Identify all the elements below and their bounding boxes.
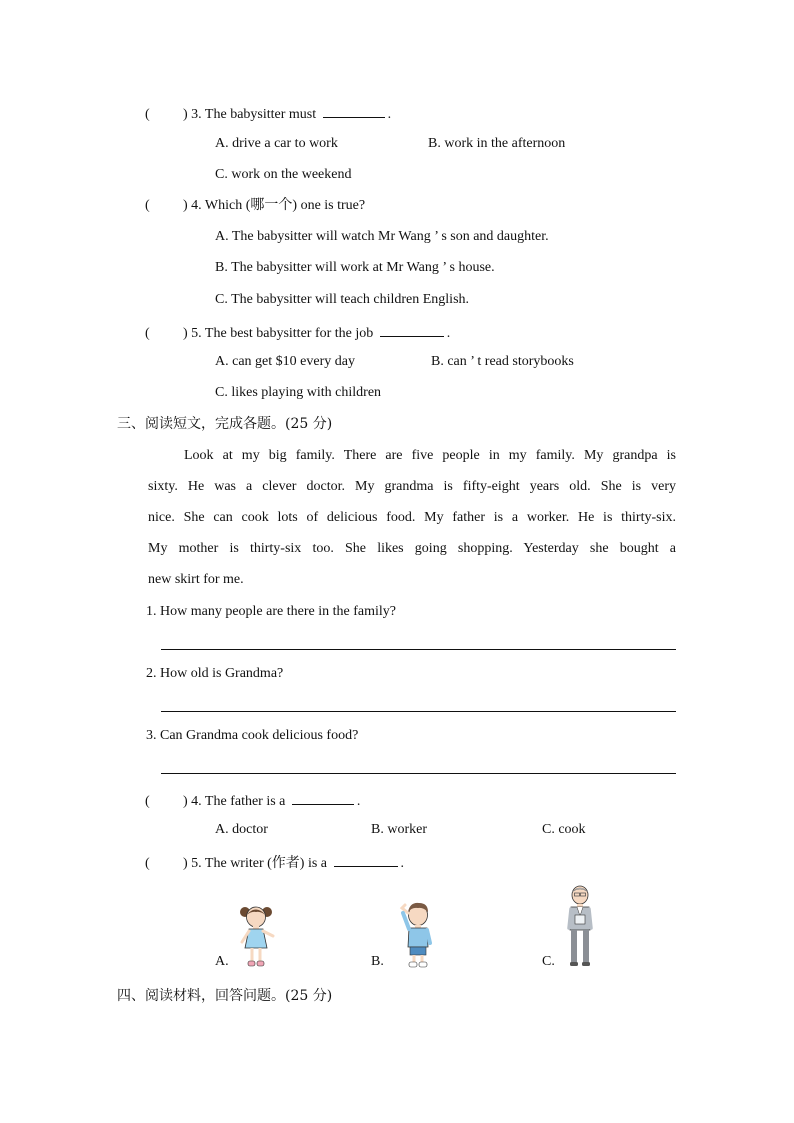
answer-bracket-open[interactable]: ( — [145, 326, 150, 341]
option-c: C. work on the weekend — [215, 167, 352, 182]
picture-option-c-label[interactable]: C. — [542, 954, 555, 969]
girl-figure-icon — [236, 902, 280, 970]
grandpa-figure-icon — [564, 884, 596, 970]
question-number: 5. — [191, 856, 202, 871]
option-a: A. can get $10 every day — [215, 354, 355, 369]
reading-question-3: 3. Can Grandma cook delicious food? — [146, 728, 359, 743]
answer-bracket-close: ) — [183, 856, 188, 871]
answer-line[interactable] — [161, 711, 676, 712]
answer-blank[interactable] — [380, 322, 444, 337]
answer-line[interactable] — [161, 649, 676, 650]
passage-line: My mother is thirty-six too. She likes going shopping. Yesterday she bought a — [148, 541, 676, 556]
question-number: 3. — [191, 107, 202, 122]
question-stem: Which (哪一个) one is true? — [204, 198, 366, 213]
question-stem: The father is a — [204, 794, 286, 809]
reading-question-5 — [145, 852, 404, 873]
question-stem: The best babysitter for the job — [204, 326, 374, 341]
question-end: . — [400, 856, 404, 871]
passage-line: new skirt for me. — [148, 572, 244, 587]
reading-question-2: 2. How old is Grandma? — [146, 666, 284, 681]
answer-bracket-open[interactable]: ( — [145, 198, 150, 213]
q4-line — [145, 197, 365, 215]
reading-question-4 — [145, 790, 360, 811]
passage-line: Look at my big family. There are five people in my family. My grandpa is — [184, 448, 676, 463]
answer-blank[interactable] — [334, 852, 398, 867]
option-c: C. The babysitter will teach children English. — [215, 292, 470, 307]
section-4-title: 四、阅读材料，回答问题。(25 分) — [117, 988, 333, 1004]
answer-bracket-open[interactable]: ( — [145, 794, 150, 809]
question-stem: The writer (作者) is a — [204, 856, 327, 871]
answer-line[interactable] — [161, 773, 676, 774]
answer-bracket-close: ) — [183, 198, 188, 213]
question-end: . — [387, 107, 392, 122]
question-number: 5. — [191, 326, 202, 341]
option-b: B. The babysitter will work at Mr Wang ’ s house. — [215, 260, 495, 275]
answer-bracket-close: ) — [183, 794, 188, 809]
option-c: C. cook — [542, 822, 586, 837]
q5-line — [145, 322, 450, 343]
answer-bracket-open[interactable]: ( — [145, 107, 150, 122]
option-b: B. worker — [371, 822, 427, 837]
option-a: A. drive a car to work — [215, 136, 338, 151]
answer-blank[interactable] — [323, 103, 385, 118]
option-b: B. can ’ t read storybooks — [431, 354, 574, 369]
answer-bracket-open[interactable]: ( — [145, 856, 150, 871]
picture-option-a-label[interactable]: A. — [215, 954, 229, 969]
boy-figure-icon — [398, 899, 438, 971]
option-b: B. work in the afternoon — [428, 136, 566, 151]
answer-blank[interactable] — [292, 790, 354, 805]
question-end: . — [446, 326, 451, 341]
passage-line: nice. She can cook lots of delicious food. My father is a worker. He is thirty-six. — [148, 510, 676, 525]
passage-line: sixty. He was a clever doctor. My grandma is fifty-eight years old. She is very — [148, 479, 676, 494]
option-a: A. doctor — [215, 822, 268, 837]
option-c: C. likes playing with children — [215, 385, 382, 400]
picture-option-b-label[interactable]: B. — [371, 954, 384, 969]
option-a: A. The babysitter will watch Mr Wang ’ s son and daughter. — [215, 229, 549, 244]
reading-passage — [148, 447, 676, 602]
reading-question-1: 1. How many people are there in the family? — [146, 604, 396, 619]
question-stem: The babysitter must — [204, 107, 317, 122]
question-number: 4. — [191, 198, 202, 213]
question-end: . — [356, 794, 361, 809]
answer-bracket-close: ) — [183, 326, 188, 341]
answer-bracket-close: ) — [183, 107, 188, 122]
section-3-title: 三、阅读短文，完成各题。(25 分) — [117, 416, 333, 432]
question-number: 4. — [191, 794, 202, 809]
q3-line — [145, 103, 391, 124]
